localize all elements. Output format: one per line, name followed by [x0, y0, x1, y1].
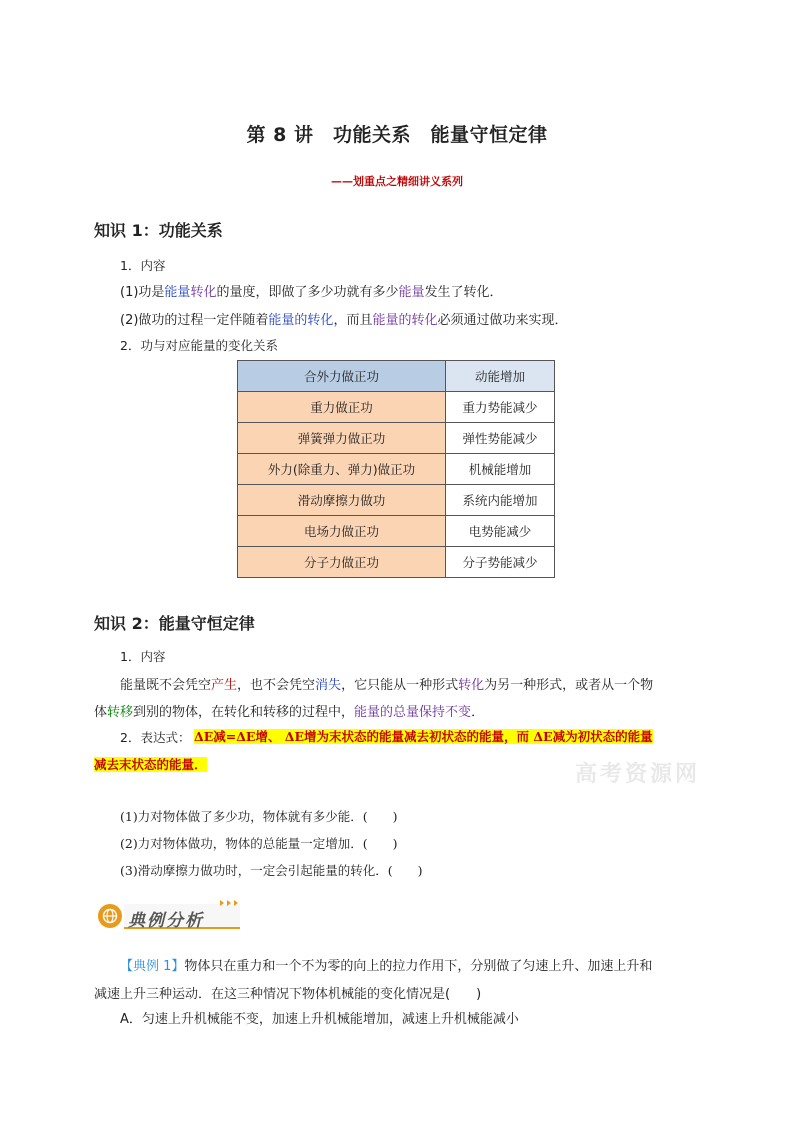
work-energy-table: [237, 360, 555, 578]
table-header-row: [238, 361, 555, 392]
k1-paragraph-1: [120, 281, 503, 300]
example-1-line-1: [120, 955, 652, 974]
table-cell: 动能增加: [446, 361, 555, 392]
k1-section-content: 1．内容: [120, 258, 166, 273]
example-tag: 【典例 1】: [120, 959, 185, 974]
expression-line-1: [194, 727, 653, 745]
k2-paragraph-1: [120, 674, 653, 693]
table-cell: 外力(除重力、弹力)做正功: [238, 454, 446, 485]
page-title: 第 8 讲 功能关系 能量守恒定律: [246, 124, 548, 146]
expression-line-2: [94, 755, 207, 773]
table-cell: 系统内能增加: [446, 485, 555, 516]
highlighted-expression: 减去末状态的能量．: [94, 757, 207, 772]
text: ，而且: [333, 313, 373, 328]
watermark: 高考资源网: [575, 762, 701, 787]
knowledge-2-heading: 知识 2：能量守恒定律: [94, 614, 255, 633]
table-cell: 电场力做正功: [238, 516, 446, 547]
table-cell: 弹簧弹力做正功: [238, 423, 446, 454]
table-cell: 重力势能减少: [446, 392, 555, 423]
highlight-term: 转移: [107, 705, 134, 720]
table-row: [238, 547, 555, 578]
text: 发生了转化．: [424, 285, 503, 300]
table-cell: 滑动摩擦力做功: [238, 485, 446, 516]
table-row: [238, 454, 555, 485]
table-row: [238, 485, 555, 516]
text: 的量度，即做了多少功就有多少: [216, 285, 399, 300]
example-analysis-badge: [96, 898, 244, 930]
badge-label: 典例分析: [128, 911, 204, 931]
series-subtitle: ——划重点之精细讲义系列: [331, 175, 463, 188]
text: 必须通过做功来实现．: [437, 313, 568, 328]
text: (2)做功的过程一定伴随着: [120, 313, 269, 328]
text: ，也不会凭空: [237, 678, 316, 693]
text: 能量既不会凭空: [120, 678, 212, 693]
highlight-term: 消失: [315, 678, 342, 693]
table-cell: 重力做正功: [238, 392, 446, 423]
text: 体: [94, 705, 108, 720]
k1-paragraph-2: [120, 309, 567, 328]
text: 到别的物体，在转化和转移的过程中，: [133, 705, 355, 720]
table-row: [238, 423, 555, 454]
question-3: (3)滑动摩擦力做功时，一定会引起能量的转化．( ): [120, 863, 423, 878]
highlight-term: 能量的总量保持不变: [354, 705, 472, 720]
table-row: [238, 392, 555, 423]
k2-paragraph-2: [94, 701, 484, 720]
table-cell: 电势能减少: [446, 516, 555, 547]
k2-section-content: 1．内容: [120, 649, 166, 664]
table-cell: 弹性势能减少: [446, 423, 555, 454]
highlight-term: 转化: [458, 678, 485, 693]
text: 物体只在重力和一个不为零的向上的拉力作用下，分别做了匀速上升、加速上升和: [184, 959, 653, 974]
highlight-term: 能量的转化: [268, 313, 334, 328]
text: ，它只能从一种形式: [341, 678, 459, 693]
highlight-term: 能量: [398, 285, 425, 300]
table-cell: 机械能增加: [446, 454, 555, 485]
text: ．: [471, 705, 485, 720]
table-row: [238, 516, 555, 547]
question-1: (1)力对物体做了多少功，物体就有多少能．( ): [120, 809, 398, 824]
text: (1)功是: [120, 285, 165, 300]
highlight-term: 能量的转化: [372, 313, 438, 328]
highlight-term: 转化: [190, 285, 217, 300]
table-cell: 分子势能减少: [446, 547, 555, 578]
knowledge-1-heading: 知识 1：功能关系: [94, 221, 223, 240]
question-2: (2)力对物体做功，物体的总能量一定增加．( ): [120, 836, 398, 851]
k2-section-expression: 2．表达式：: [120, 730, 191, 745]
highlight-term: 产生: [211, 678, 238, 693]
highlight-term: 能量: [164, 285, 191, 300]
table-cell: 合外力做正功: [238, 361, 446, 392]
k1-section-relations: 2．功与对应能量的变化关系: [120, 338, 278, 353]
example-1-line-2: 减速上升三种运动．在这三种情况下物体机械能的变化情况是( ): [94, 987, 482, 1002]
text: 为另一种形式，或者从一个物: [484, 678, 654, 693]
highlighted-expression: ΔE减=ΔE增、 ΔE增为末状态的能量减去初状态的能量，而 ΔE减为初状态的能量: [194, 729, 653, 744]
table-cell: 分子力做正功: [238, 547, 446, 578]
example-1-option-a: A．匀速上升机械能不变，加速上升机械能增加，减速上升机械能减小: [120, 1012, 519, 1027]
